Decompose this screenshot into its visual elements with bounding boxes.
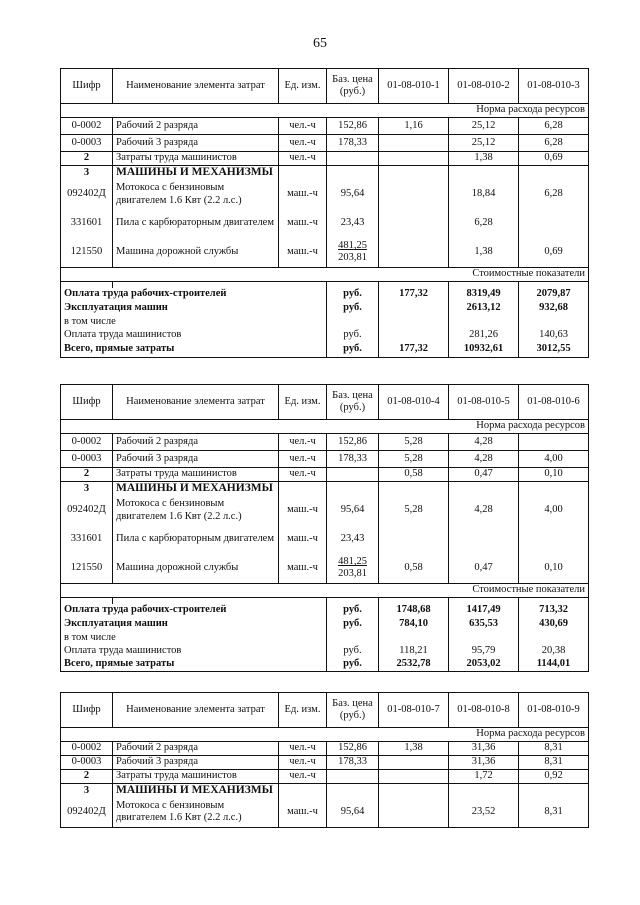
row-value: 0,58 <box>379 554 449 584</box>
section-code: 3 <box>61 166 113 180</box>
total-value: 1748,68 <box>379 604 449 618</box>
row-value: 4,28 <box>449 451 519 468</box>
row-code: 092402Д <box>61 496 113 526</box>
table-header-row <box>61 385 589 420</box>
table-row <box>61 496 589 526</box>
table-row <box>61 554 589 584</box>
header-code: Шифр <box>61 69 113 104</box>
row-code: 2 <box>61 770 113 784</box>
row-value: 0,69 <box>519 152 589 166</box>
table-row <box>61 135 589 152</box>
header-name: Наименование элемента затрат <box>113 385 279 420</box>
header-code: Шифр <box>61 385 113 420</box>
row-value <box>379 526 449 554</box>
row-value: 6,28 <box>519 118 589 135</box>
row-price <box>327 770 379 784</box>
row-unit: чел.-ч <box>279 770 327 784</box>
row-unit: маш.-ч <box>279 238 327 268</box>
row-value: 1,38 <box>449 152 519 166</box>
header-unit: Ед. изм. <box>279 385 327 420</box>
row-code: 0-0002 <box>61 434 113 451</box>
row-name: Рабочий 2 разряда <box>113 742 279 756</box>
row-code: 092402Д <box>61 798 113 828</box>
row-unit: маш.-ч <box>279 180 327 210</box>
row-code: 0-0002 <box>61 742 113 756</box>
row-value: 25,12 <box>449 135 519 152</box>
table-row <box>61 434 589 451</box>
row-unit: маш.-ч <box>279 554 327 584</box>
row-code: 0-0002 <box>61 118 113 135</box>
resource-table-1 <box>60 68 589 358</box>
section-row <box>61 784 589 798</box>
resource-table-2 <box>60 384 589 672</box>
price-denominator: 203,81 <box>338 568 367 580</box>
total-unit: руб. <box>327 288 379 302</box>
total-name: Оплата труда машинистов <box>61 644 327 658</box>
section-code: 3 <box>61 482 113 496</box>
total-unit: руб. <box>327 618 379 632</box>
section-code: 3 <box>61 784 113 798</box>
header-unit: Ед. изм. <box>279 69 327 104</box>
row-unit: чел.-ч <box>279 135 327 152</box>
row-value <box>379 135 449 152</box>
row-name: Затраты труда машинистов <box>113 468 279 482</box>
row-value <box>379 152 449 166</box>
row-unit: чел.-ч <box>279 451 327 468</box>
header-price: Баз. цена (руб.) <box>327 69 379 104</box>
header-price: Баз. цена (руб.) <box>327 693 379 728</box>
row-unit: маш.-ч <box>279 210 327 238</box>
total-value: 635,53 <box>449 618 519 632</box>
total-value: 177,32 <box>379 288 449 302</box>
total-value: 281,26 <box>449 328 519 342</box>
total-value: 10932,61 <box>449 342 519 358</box>
cost-caption: Стоимостные показатели <box>61 584 589 598</box>
totals-row <box>61 288 589 302</box>
row-code: 0-0003 <box>61 451 113 468</box>
row-price: 178,33 <box>327 451 379 468</box>
row-value: 8,31 <box>519 798 589 828</box>
header-col-3: 01-08-010-9 <box>519 693 589 728</box>
section-title: МАШИНЫ И МЕХАНИЗМЫ <box>113 166 279 180</box>
header-col-2: 01-08-010-2 <box>449 69 519 104</box>
including-label: в том числе <box>61 632 327 644</box>
total-value: 2079,87 <box>519 288 589 302</box>
total-value: 1417,49 <box>449 604 519 618</box>
total-unit: руб. <box>327 604 379 618</box>
row-value: 0,10 <box>519 554 589 584</box>
row-code: 331601 <box>61 526 113 554</box>
row-unit: чел.-ч <box>279 434 327 451</box>
table-row <box>61 770 589 784</box>
row-code: 2 <box>61 468 113 482</box>
total-value: 3012,55 <box>519 342 589 358</box>
row-name: Мотокоса с бензиновым двигателем 1.6 Квт (2.2 л.с.) <box>113 798 279 828</box>
row-value <box>379 798 449 828</box>
row-value <box>449 526 519 554</box>
header-unit: Ед. изм. <box>279 693 327 728</box>
table-row <box>61 152 589 166</box>
table-row <box>61 756 589 770</box>
row-value: 5,28 <box>379 496 449 526</box>
row-value <box>519 210 589 238</box>
header-col-1: 01-08-010-4 <box>379 385 449 420</box>
totals-row <box>61 604 589 618</box>
row-price <box>327 152 379 166</box>
norm-caption: Норма расхода ресурсов <box>61 104 589 118</box>
row-code: 331601 <box>61 210 113 238</box>
row-name: Мотокоса с бензиновым двигателем 1.6 Квт (2.2 л.с.) <box>113 496 279 526</box>
header-col-2: 01-08-010-5 <box>449 385 519 420</box>
row-price: 95,64 <box>327 798 379 828</box>
total-unit: руб. <box>327 328 379 342</box>
total-value: 784,10 <box>379 618 449 632</box>
row-price: 152,86 <box>327 742 379 756</box>
row-value: 1,16 <box>379 118 449 135</box>
row-value: 0,58 <box>379 468 449 482</box>
total-name: Оплата труда машинистов <box>61 328 327 342</box>
totals-row <box>61 316 589 328</box>
total-value <box>379 302 449 316</box>
including-label: в том числе <box>61 316 327 328</box>
row-value: 31,36 <box>449 756 519 770</box>
row-name: Затраты труда машинистов <box>113 152 279 166</box>
total-name: Эксплуатация машин <box>61 302 327 316</box>
row-value: 4,28 <box>449 496 519 526</box>
row-value: 4,28 <box>449 434 519 451</box>
header-name: Наименование элемента затрат <box>113 69 279 104</box>
total-unit: руб. <box>327 644 379 658</box>
total-value: 2532,78 <box>379 658 449 672</box>
page-number: 65 <box>313 36 327 51</box>
total-value: 713,32 <box>519 604 589 618</box>
row-value: 6,28 <box>519 135 589 152</box>
row-code: 121550 <box>61 554 113 584</box>
total-value: 140,63 <box>519 328 589 342</box>
total-value: 2613,12 <box>449 302 519 316</box>
row-value: 6,28 <box>449 210 519 238</box>
row-price: 152,86 <box>327 434 379 451</box>
row-price: 23,43 <box>327 210 379 238</box>
table-header-row <box>61 693 589 728</box>
total-value: 1144,01 <box>519 658 589 672</box>
row-name: Пила с карбюраторным двигателем <box>113 210 279 238</box>
row-name: Машина дорожной службы <box>113 238 279 268</box>
total-value: 95,79 <box>449 644 519 658</box>
row-value: 0,92 <box>519 770 589 784</box>
section-row <box>61 482 589 496</box>
row-value <box>519 526 589 554</box>
total-name: Всего, прямые затраты <box>61 342 327 358</box>
table-row <box>61 468 589 482</box>
row-value: 0,10 <box>519 468 589 482</box>
row-name: Пила с карбюраторным двигателем <box>113 526 279 554</box>
row-name: Рабочий 3 разряда <box>113 135 279 152</box>
row-unit: маш.-ч <box>279 798 327 828</box>
cost-caption: Стоимостные показатели <box>61 268 589 282</box>
row-value <box>379 210 449 238</box>
row-unit: чел.-ч <box>279 468 327 482</box>
row-price: 95,64 <box>327 180 379 210</box>
row-value: 5,28 <box>379 451 449 468</box>
row-unit: чел.-ч <box>279 152 327 166</box>
row-name: Рабочий 3 разряда <box>113 451 279 468</box>
totals-row <box>61 658 589 672</box>
row-value <box>379 238 449 268</box>
totals-row <box>61 328 589 342</box>
table-row <box>61 210 589 238</box>
row-name: Рабочий 3 разряда <box>113 756 279 770</box>
total-name: Всего, прямые затраты <box>61 658 327 672</box>
row-value <box>379 756 449 770</box>
row-name: Рабочий 2 разряда <box>113 118 279 135</box>
row-value <box>379 180 449 210</box>
resource-table-3 <box>60 692 589 828</box>
row-price <box>327 468 379 482</box>
total-value: 20,38 <box>519 644 589 658</box>
row-price <box>327 238 379 268</box>
header-col-1: 01-08-010-7 <box>379 693 449 728</box>
total-value: 2053,02 <box>449 658 519 672</box>
table-row <box>61 798 589 828</box>
row-value: 5,28 <box>379 434 449 451</box>
totals-row <box>61 618 589 632</box>
row-value: 0,69 <box>519 238 589 268</box>
row-code: 092402Д <box>61 180 113 210</box>
row-value: 0,47 <box>449 468 519 482</box>
total-value: 8319,49 <box>449 288 519 302</box>
row-value: 4,00 <box>519 451 589 468</box>
row-code: 121550 <box>61 238 113 268</box>
totals-row <box>61 342 589 358</box>
row-value: 1,38 <box>379 742 449 756</box>
header-col-2: 01-08-010-8 <box>449 693 519 728</box>
price-denominator: 203,81 <box>338 252 367 264</box>
row-value: 6,28 <box>519 180 589 210</box>
row-name: Рабочий 2 разряда <box>113 434 279 451</box>
total-name: Эксплуатация машин <box>61 618 327 632</box>
row-value: 23,52 <box>449 798 519 828</box>
price-numerator: 481,25 <box>338 240 367 252</box>
price-numerator: 481,25 <box>338 556 367 568</box>
total-name: Оплата труда рабочих-строителей <box>61 604 327 618</box>
total-value: 177,32 <box>379 342 449 358</box>
row-value: 1,38 <box>449 238 519 268</box>
total-value <box>379 328 449 342</box>
total-unit: руб. <box>327 342 379 358</box>
row-value: 31,36 <box>449 742 519 756</box>
row-unit: чел.-ч <box>279 742 327 756</box>
norm-caption: Норма расхода ресурсов <box>61 420 589 434</box>
row-unit: чел.-ч <box>279 118 327 135</box>
row-name: Затраты труда машинистов <box>113 770 279 784</box>
row-unit: маш.-ч <box>279 526 327 554</box>
row-name: Мотокоса с бензиновым двигателем 1.6 Квт (2.2 л.с.) <box>113 180 279 210</box>
row-unit: маш.-ч <box>279 496 327 526</box>
row-price: 178,33 <box>327 135 379 152</box>
row-price: 23,43 <box>327 526 379 554</box>
row-value: 18,84 <box>449 180 519 210</box>
total-value: 118,21 <box>379 644 449 658</box>
total-unit: руб. <box>327 302 379 316</box>
row-value <box>519 434 589 451</box>
row-value: 0,47 <box>449 554 519 584</box>
totals-row <box>61 644 589 658</box>
row-code: 0-0003 <box>61 135 113 152</box>
total-value: 430,69 <box>519 618 589 632</box>
table-row <box>61 526 589 554</box>
table-row <box>61 238 589 268</box>
totals-row <box>61 302 589 316</box>
table-row <box>61 451 589 468</box>
row-code: 0-0003 <box>61 756 113 770</box>
row-price: 152,86 <box>327 118 379 135</box>
row-unit: чел.-ч <box>279 756 327 770</box>
header-name: Наименование элемента затрат <box>113 693 279 728</box>
table-row <box>61 180 589 210</box>
totals-row <box>61 632 589 644</box>
table-header-row <box>61 69 589 104</box>
section-title: МАШИНЫ И МЕХАНИЗМЫ <box>113 784 279 798</box>
header-code: Шифр <box>61 693 113 728</box>
total-unit: руб. <box>327 658 379 672</box>
norm-caption: Норма расхода ресурсов <box>61 728 589 742</box>
header-col-3: 01-08-010-6 <box>519 385 589 420</box>
row-value: 8,31 <box>519 742 589 756</box>
row-name: Машина дорожной службы <box>113 554 279 584</box>
row-value: 1,72 <box>449 770 519 784</box>
row-value <box>379 770 449 784</box>
header-price: Баз. цена (руб.) <box>327 385 379 420</box>
row-price <box>327 554 379 584</box>
row-value: 25,12 <box>449 118 519 135</box>
row-value: 4,00 <box>519 496 589 526</box>
table-row <box>61 118 589 135</box>
row-code: 2 <box>61 152 113 166</box>
row-price: 178,33 <box>327 756 379 770</box>
total-value: 932,68 <box>519 302 589 316</box>
header-col-1: 01-08-010-1 <box>379 69 449 104</box>
total-name: Оплата труда рабочих-строителей <box>61 288 327 302</box>
table-row <box>61 742 589 756</box>
section-row <box>61 166 589 180</box>
header-col-3: 01-08-010-3 <box>519 69 589 104</box>
row-price: 95,64 <box>327 496 379 526</box>
section-title: МАШИНЫ И МЕХАНИЗМЫ <box>113 482 279 496</box>
row-value: 8,31 <box>519 756 589 770</box>
